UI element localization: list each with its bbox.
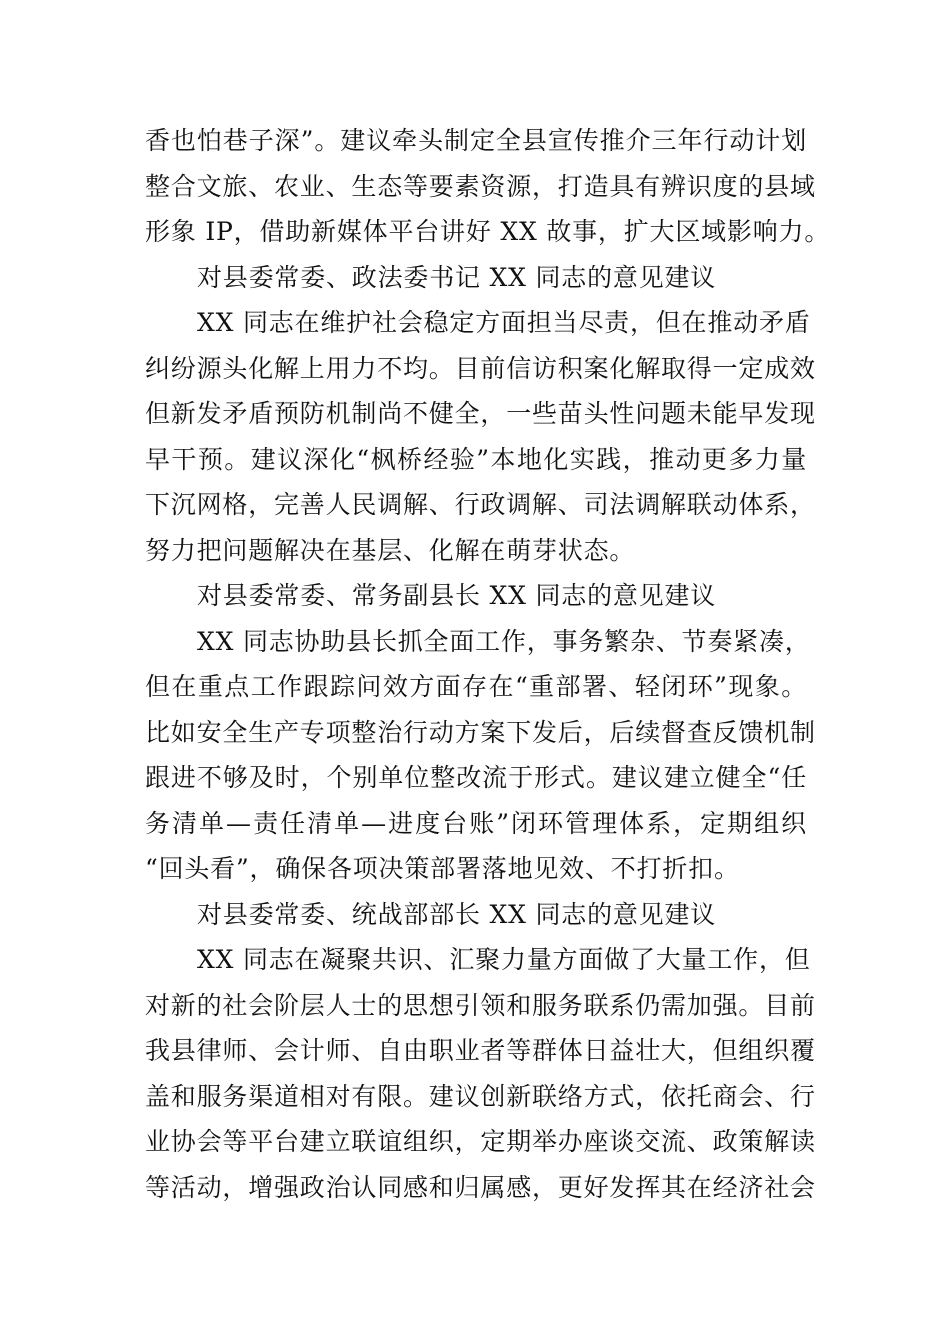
paragraph-line: XX 同志在维护社会稳定方面担当尽责，但在推动矛盾 [197, 308, 811, 337]
paragraph-line: 下沉网格，完善人民调解、行政调解、司法调解联动体系， [145, 490, 816, 519]
paragraph [145, 619, 816, 892]
paragraph [145, 937, 816, 1210]
paragraph-line: 整合文旅、农业、生态等要素资源，打造具有辨识度的县域 [145, 171, 816, 201]
paragraph-line: 纠纷源头化解上用力不均。目前信访积案化解取得一定成效 [145, 353, 816, 383]
paragraph-line: 但新发矛盾预防机制尚不健全，一些苗头性问题未能早发现 [145, 399, 816, 428]
document-page [145, 118, 831, 1210]
paragraph-line: 跟进不够及时，个别单位整改流于形式。建议建立健全“任 [145, 763, 807, 792]
paragraph-line: XX 同志协助县长抓全面工作，事务繁杂、节奏紧凑， [197, 626, 811, 656]
paragraph-line: 努力把问题解决在基层、化解在萌芽状态。 [145, 535, 636, 565]
paragraph [145, 300, 816, 573]
paragraph [145, 118, 831, 255]
paragraph-line: 我县律师、会计师、自由职业者等群体日益壮大，但组织覆 [145, 1036, 816, 1065]
paragraph-line: 等活动，增强政治认同感和归属感，更好发挥其在经济社会 [145, 1172, 816, 1202]
paragraph-line: 业协会等平台建立联谊组织，定期举办座谈交流、政策解读 [145, 1127, 816, 1156]
paragraph-line: “回头看”，确保各项决策部署落地见效、不打折扣。 [145, 854, 740, 883]
paragraph-line: 但在重点工作跟踪问效方面存在“重部署、轻闭环”现象。 [145, 672, 807, 701]
paragraph-line: 比如安全生产专项整治行动方案下发后，后续督查反馈机制 [145, 717, 816, 747]
section-heading: 对县委常委、政法委书记 XX 同志的意见建议 [197, 262, 717, 292]
paragraph-line: 香也怕巷子深”。建议牵头制定全县宣传推介三年行动计划 [145, 126, 807, 155]
paragraph-line: 务清单—责任清单—进度台账”闭环管理体系，定期组织 [145, 808, 807, 838]
section-heading: 对县委常委、统战部部长 XX 同志的意见建议 [197, 899, 717, 929]
paragraph-line: 形象 IP，借助新媒体平台讲好 XX 故事，扩大区域影响力。 [145, 217, 831, 246]
paragraph-line: 盖和服务渠道相对有限。建议创新联络方式，依托商会、行 [145, 1081, 816, 1111]
section-heading: 对县委常委、常务副县长 XX 同志的意见建议 [197, 581, 717, 610]
paragraph-line: XX 同志在凝聚共识、汇聚力量方面做了大量工作，但 [197, 945, 811, 974]
paragraph-line: 对新的社会阶层人士的思想引领和服务联系仍需加强。目前 [145, 990, 816, 1020]
paragraph-line: 早干预。建议深化“枫桥经验”本地化实践，推动更多力量 [145, 444, 807, 474]
